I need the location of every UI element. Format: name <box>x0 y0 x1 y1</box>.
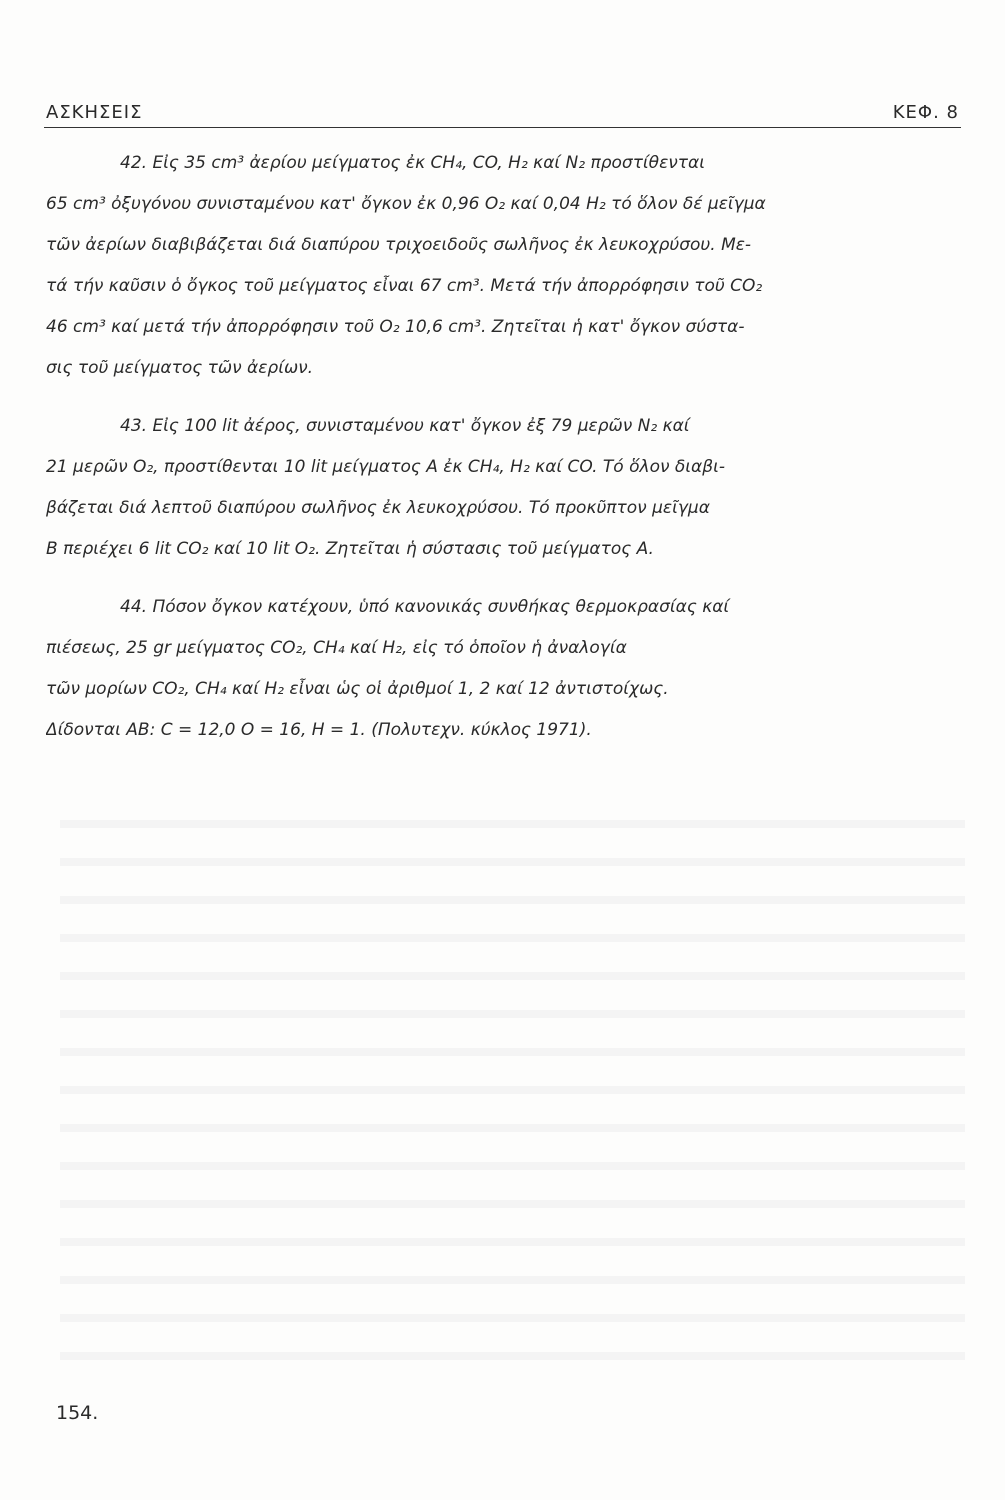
exercise-line: Δίδονται AB: C = 12,0 O = 16, H = 1. (Πολυτεχν. κύκλος 1971). <box>46 720 592 740</box>
exercise-line: 21 μερῶν O₂, προστίθενται 10 lit μείγματος A ἐκ CH₄, H₂ καί CO. Τό ὅλον διαβι- <box>46 457 725 477</box>
exercise-line: πιέσεως, 25 gr μείγματος CO₂, CH₄ καί H₂, εἰς τό ὁποῖον ἡ ἀναλογία <box>46 638 627 658</box>
exercise-42 <box>46 143 966 389</box>
exercise-line: 44. Πόσον ὄγκον κατέχουν, ὑπό κανονικάς συνθήκας θερμοκρασίας καί <box>120 597 730 617</box>
chapter-label: ΚΕΦ. 8 <box>892 102 959 123</box>
exercise-line: 42. Εἰς 35 cm³ ἀερίου μείγματος ἐκ CH₄, CO, H₂ καί N₂ προστίθενται <box>120 153 705 173</box>
page-number: 154. <box>56 1402 99 1424</box>
exercise-line: 43. Εἰς 100 lit ἀέρος, συνισταμένου κατ' ὄγκον ἐξ 79 μερῶν N₂ καί <box>120 416 690 436</box>
exercise-line: σις τοῦ μείγματος τῶν ἀερίων. <box>46 358 314 378</box>
exercise-line: τῶν μορίων CO₂, CH₄ καί H₂ εἶναι ὡς οἱ ἀριθμοί 1, 2 καί 12 ἀντιστοίχως. <box>46 679 669 699</box>
exercise-line: 65 cm³ ὀξυγόνου συνισταμένου κατ' ὄγκον ἐκ 0,96 O₂ καί 0,04 H₂ τό ὅλον δέ μεῖγμα <box>46 194 766 214</box>
header-divider <box>44 127 961 128</box>
exercise-line: τά τήν καῦσιν ὁ ὄγκος τοῦ μείγματος εἶναι 67 cm³. Μετά τήν ἀπορρόφησιν τοῦ CO₂ <box>46 276 763 296</box>
exercise-line: B περιέχει 6 lit CO₂ καί 10 lit O₂. Ζητεῖται ἡ σύστασις τοῦ μείγματος A. <box>46 539 654 559</box>
exercise-line: τῶν ἀερίων διαβιβάζεται διά διαπύρου τριχοειδοῦς σωλῆνος ἐκ λευκοχρύσου. Με- <box>46 235 752 255</box>
exercise-44 <box>46 587 966 751</box>
exercise-43 <box>46 406 966 570</box>
section-title: ΑΣΚΗΣΕΙΣ <box>46 102 143 123</box>
exercise-line: 46 cm³ καί μετά τήν ἀπορρόφησιν τοῦ O₂ 10,6 cm³. Ζητεῖται ἡ κατ' ὄγκον σύστα- <box>46 317 745 337</box>
bleed-through-area <box>60 790 965 1390</box>
exercise-line: βάζεται διά λεπτοῦ διαπύρου σωλῆνος ἐκ λευκοχρύσου. Τό προκῦπτον μεῖγμα <box>46 498 710 518</box>
